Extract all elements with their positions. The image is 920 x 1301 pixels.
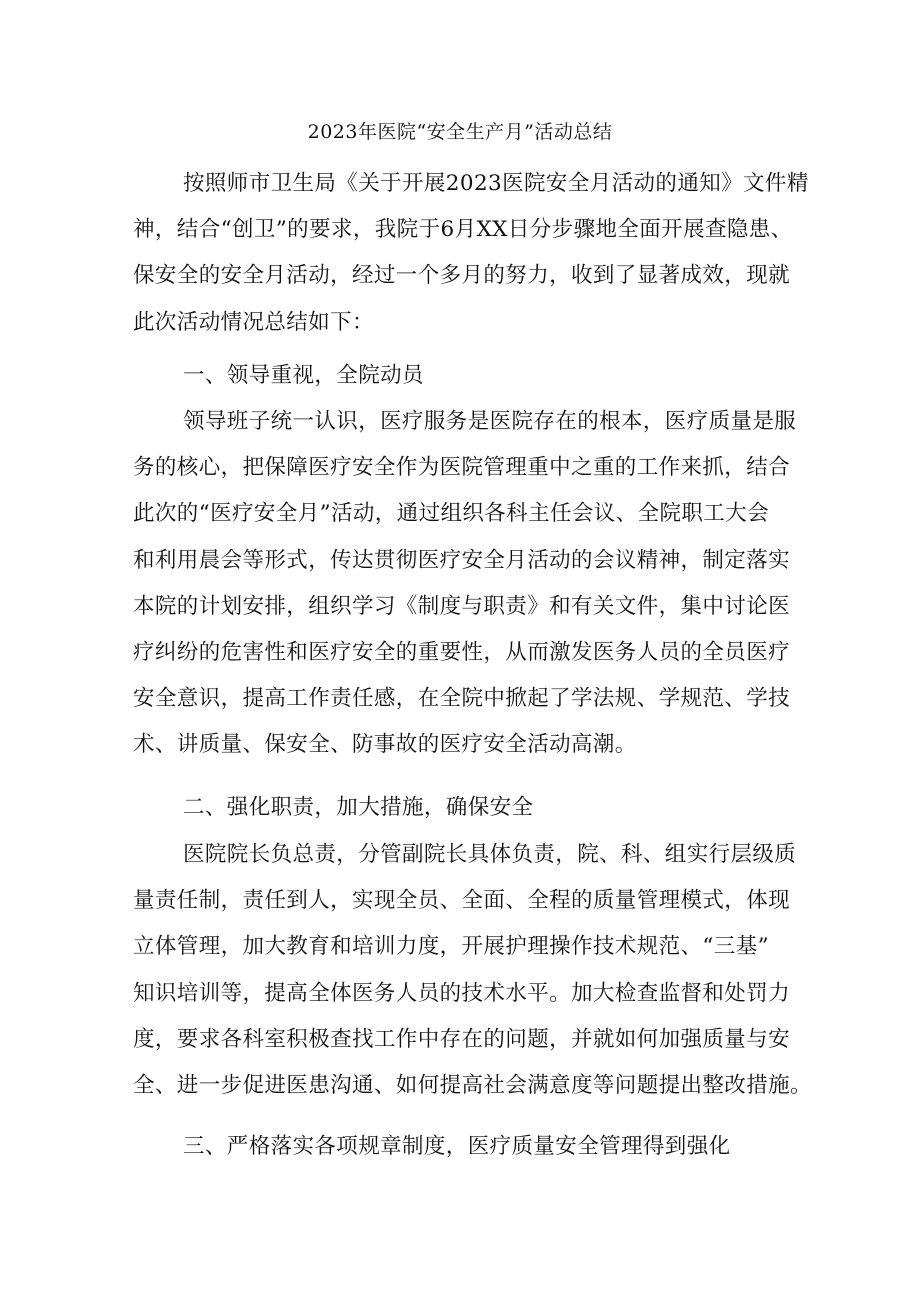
section2-line: 立体管理，加大教育和培训力度，开展护理操作技术规范、“三基” — [133, 934, 769, 960]
intro-line: 保安全的安全月活动，经过一个多月的努力，收到了显著成效，现就 — [133, 263, 791, 289]
section2-paragraph — [133, 832, 812, 1109]
section2-line: 知识培训等，提高全体医务人员的技术水平。加大检查监督和处罚力 — [133, 980, 791, 1006]
section1-line: 此次的“医疗安全月”活动，通过组织各科主任会议、全院职工大会 — [133, 501, 769, 527]
section3-heading: 三、严格落实各项规章制度，医疗质量安全管理得到强化 — [183, 1134, 731, 1159]
section1-line: 疗纠纷的危害性和医疗安全的重要性，从而激发医务人员的全员医疗 — [133, 639, 791, 665]
intro-line: 按照师市卫生局《关于开展2023医院安全月活动的通知》文件精 — [183, 171, 809, 196]
intro-paragraph — [133, 161, 809, 346]
document-title: 2023年医院“安全生产月”活动总结 — [307, 121, 613, 143]
section1-line: 术、讲质量、保安全、防事故的医疗安全活动高潮。 — [133, 732, 637, 758]
section2-line: 量责任制，责任到人，实现全员、全面、全程的质量管理模式，体现 — [133, 888, 791, 914]
section1-heading: 一、领导重视，全院动员 — [183, 363, 424, 388]
section2-line: 医院院长负总责，分管副院长具体负责，院、科、组实行层级质 — [183, 842, 797, 867]
section1-line: 务的核心，把保障医疗安全作为医院管理重中之重的工作来抓，结合 — [133, 455, 791, 481]
intro-line: 此次活动情况总结如下： — [133, 309, 374, 335]
section1-line: 安全意识，提高工作责任感，在全院中掀起了学法规、学规范、学技 — [133, 686, 791, 712]
section2-heading: 二、强化职责，加大措施，确保安全 — [183, 795, 534, 820]
section1-line: 和利用晨会等形式，传达贯彻医疗安全月活动的会议精神，制定落实 — [133, 547, 791, 573]
section2-line: 全、进一步促进医患沟通、如何提高社会满意度等问题提出整改措施。 — [133, 1072, 812, 1098]
section2-line: 度，要求各科室积极查找工作中存在的问题，并就如何加强质量与安 — [133, 1026, 791, 1052]
section1-line: 本院的计划安排，组织学习《制度与职责》和有关文件，集中讨论医 — [133, 593, 791, 619]
section1-line: 领导班子统一认识，医疗服务是医院存在的根本，医疗质量是服 — [183, 409, 797, 434]
intro-line: 神，结合“创卫”的要求，我院于6月XX日分步骤地全面开展查隐患、 — [133, 217, 793, 243]
section1-paragraph — [133, 399, 797, 769]
